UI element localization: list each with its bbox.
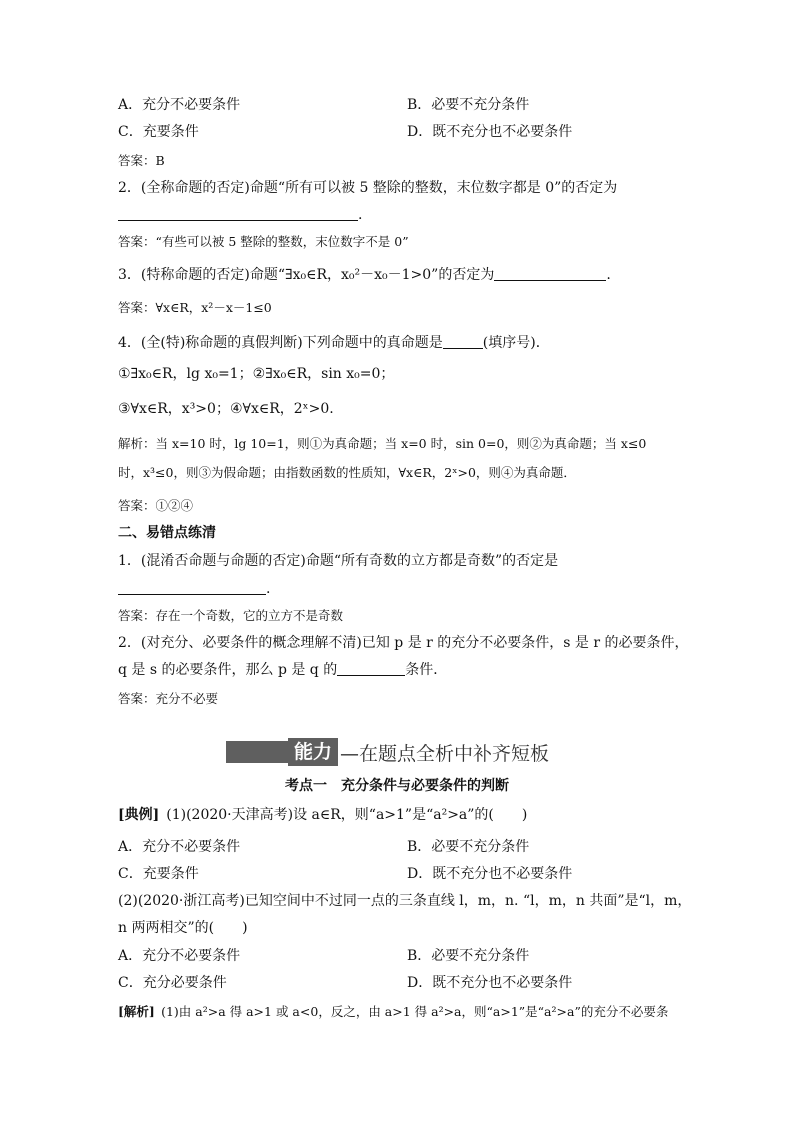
q4-stem-a: 4．(全(特)称命题的真假判断)下列命题中的真命题是: [118, 335, 443, 351]
banner-label: 能力: [288, 738, 338, 766]
s2-q2-line-2: [118, 661, 447, 679]
q2-blank-end: .: [358, 207, 363, 223]
s2-q1-blank-end: .: [266, 581, 271, 597]
q3-answer: 答案：∀x∈R，x²－x－1≤0: [118, 300, 272, 315]
q2-answer-blank: [118, 206, 358, 221]
q4-answer: 答案：①②④: [118, 498, 194, 513]
q4-analysis-2: 时，x³≤0，则③为假命题；由指数函数的性质知，∀x∈R，2ˣ>0，则④为真命题．: [118, 465, 576, 480]
q2-blank-line: [118, 206, 362, 224]
s2-q2-answer: 答案：充分不必要: [118, 691, 219, 706]
banner-bar: [226, 741, 288, 763]
q1-answer: 答案：B: [118, 153, 165, 168]
example-p2-line2: n 两两相交”的( ): [118, 920, 248, 936]
q3-line: [118, 266, 611, 284]
section-banner: [226, 738, 549, 766]
example-p2-line1: (2)(2020·浙江高考)已知空间中不过同一点的三条直线 l，m，n. “l，m，n 共面”是“l，m，: [118, 893, 692, 909]
q3-answer-blank: [494, 266, 606, 281]
topic-title: 考点一 充分条件与必要条件的判断: [285, 778, 509, 794]
example-analysis: (1)由 a²>a 得 a>1 或 a<0，反之，由 a>1 得 a²>a，则“a>1”是“a²>a”的充分不必要条: [161, 1004, 669, 1019]
q1-option-c: C．充要条件: [118, 124, 199, 140]
ex2-option-d: D．既不充分也不必要条件: [407, 975, 573, 991]
q4-line: [118, 334, 550, 352]
ex1-option-a: A．充分不必要条件: [118, 839, 241, 855]
q4-analysis-1: 解析：当 x=10 时，lg 10=1，则①为真命题；当 x=0 时，sin 0=0，则②为真命题；当 x≤0: [118, 436, 647, 451]
q3-blank-end: .: [606, 267, 611, 283]
s2-q2-answer-blank: [337, 661, 405, 676]
s2-q1-answer-blank: [118, 580, 266, 595]
section2-heading: 二、易错点练清: [118, 525, 216, 541]
example-p1-line: [118, 806, 527, 824]
ex1-option-d: D．既不充分也不必要条件: [407, 866, 573, 882]
s2-q1-stem: 1．(混淆否命题与命题的否定)命题“所有奇数的立方都是奇数”的否定是: [118, 553, 559, 569]
analysis-tag: [解析]: [118, 1004, 155, 1019]
example-tag: [典例]: [118, 807, 160, 823]
q1-option-b: B．必要不充分条件: [407, 97, 530, 113]
s2-q1-blank-line: [118, 580, 270, 598]
ex2-option-b: B．必要不充分条件: [407, 948, 530, 964]
q3-stem: 3．(特称命题的否定)命题“∃x₀∈R，x₀²－x₀－1>0”的否定为: [118, 267, 495, 283]
s2-q2-stem-2b: 条件．: [405, 662, 448, 678]
example-p1: (1)(2020·天津高考)设 a∈R，则“a>1”是“a²>a”的( ): [166, 807, 528, 823]
q2-stem: 2．(全称命题的否定)命题“所有可以被 5 整除的整数，末位数字都是 0”的否定为: [118, 180, 618, 196]
ex2-option-a: A．充分不必要条件: [118, 948, 241, 964]
s2-q2-stem-2a: q 是 s 的必要条件，那么 p 是 q 的: [118, 662, 338, 678]
ex1-option-b: B．必要不充分条件: [407, 839, 530, 855]
s2-q1-answer: 答案：存在一个奇数，它的立方不是奇数: [118, 608, 344, 623]
q2-answer: 答案：“有些可以被 5 整除的整数，末位数字不是 0”: [118, 234, 409, 249]
q1-option-d: D．既不充分也不必要条件: [407, 124, 573, 140]
q4-answer-blank: [443, 334, 483, 349]
q4-stem-b: (填序号)．: [482, 335, 550, 351]
q4-items-2: ③∀x∈R，x³>0；④∀x∈R，2ˣ>0.: [118, 401, 334, 417]
q1-option-a: A．充分不必要条件: [118, 97, 241, 113]
example-analysis-line: [118, 1003, 668, 1021]
ex1-option-c: C．充要条件: [118, 866, 199, 882]
ex2-option-c: C．充分必要条件: [118, 975, 227, 991]
banner-subtitle: —在题点全析中补齐短板: [340, 742, 550, 765]
q4-items-1: ①∃x₀∈R，lg x₀=1；②∃x₀∈R，sin x₀=0；: [118, 366, 395, 382]
s2-q2-stem-1: 2．(对充分、必要条件的概念理解不清)已知 p 是 r 的充分不必要条件，s 是 r 的必要条件，: [118, 635, 689, 651]
